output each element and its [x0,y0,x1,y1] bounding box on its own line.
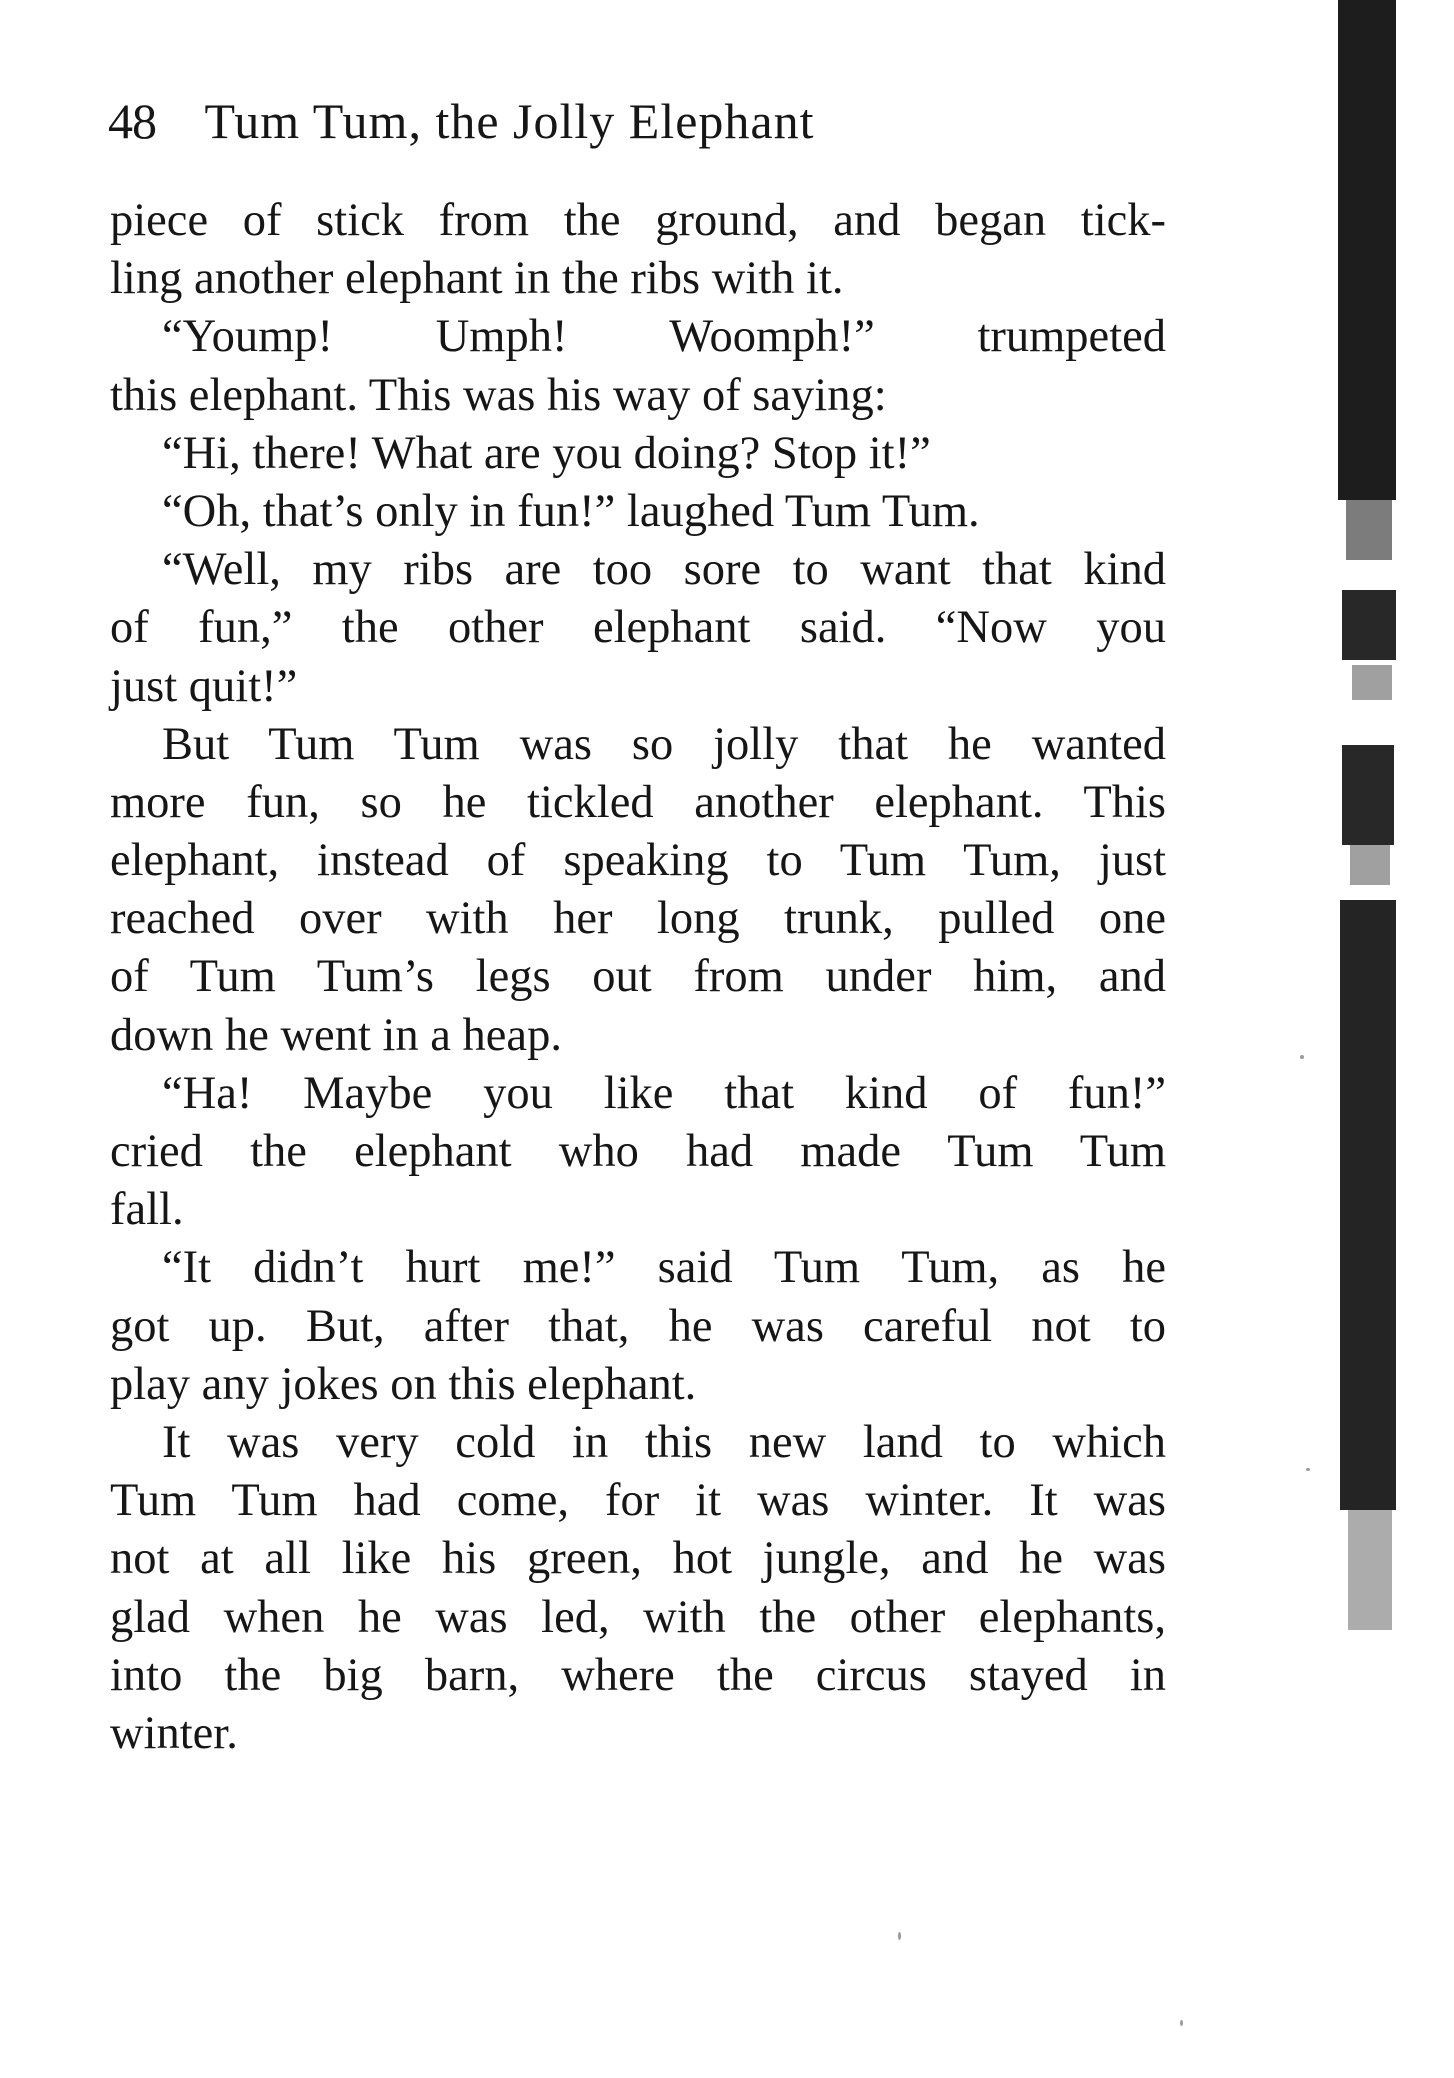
text-line: “Hi, there! What are you doing? Stop it!” [162,427,931,479]
scan-speck [898,1932,901,1940]
text-line: play any jokes on this elephant. [110,1358,697,1410]
text-line: not at all like his green, hot jungle, and he was [110,1533,1166,1585]
text-line: just quit!” [110,660,298,712]
scan-speck [1306,1468,1310,1471]
text-line: But Tum Tum was so jolly that he wanted [162,718,1166,770]
text-line: reached over with her long trunk, pulled one [110,893,1166,945]
text-line: ling another elephant in the ribs with it. [110,253,844,305]
text-line: cried the elephant who had made Tum Tum [110,1126,1166,1177]
scan-gutter-shadow [1338,0,1408,1640]
text-line: of fun,” the other elephant said. “Now you [110,602,1166,654]
text-line: “Ha! Maybe you like that kind of fun!” [162,1067,1166,1119]
text-line: down he went in a heap. [110,1009,562,1061]
text-line: fall. [110,1184,184,1236]
text-line: “It didn’t hurt me!” said Tum Tum, as he [162,1242,1166,1294]
text-line: “Yoump! Umph! Woomph!” trumpeted [162,311,1166,363]
text-line: glad when he was led, with the other elephants, [110,1591,1166,1643]
page-number: 48 [108,93,156,149]
text-line: of Tum Tum’s legs out from under him, and [110,951,1166,1003]
text-line: this elephant. This was his way of saying: [110,369,887,421]
scan-speck [1180,2020,1183,2026]
text-line: piece of stick from the ground, and began tick- [110,195,1166,246]
scan-speck [1300,1055,1304,1059]
text-line: winter. [110,1707,238,1759]
page-header [108,92,1168,172]
running-title: Tum Tum, the Jolly Elephant [204,93,815,149]
text-line: more fun, so he tickled another elephant. This [110,776,1166,828]
text-line: “Well, my ribs are too sore to want that kind [162,544,1166,596]
text-line: elephant, instead of speaking to Tum Tum, just [110,835,1166,887]
text-line: got up. But, after that, he was careful not to [110,1300,1166,1352]
body-text [110,192,1166,1763]
text-line: into the big barn, where the circus stayed in [110,1649,1166,1701]
text-line: “Oh, that’s only in fun!” laughed Tum Tum. [162,485,980,537]
text-line: Tum Tum had come, for it was winter. It was [110,1475,1166,1527]
text-line: It was very cold in this new land to which [162,1416,1166,1468]
